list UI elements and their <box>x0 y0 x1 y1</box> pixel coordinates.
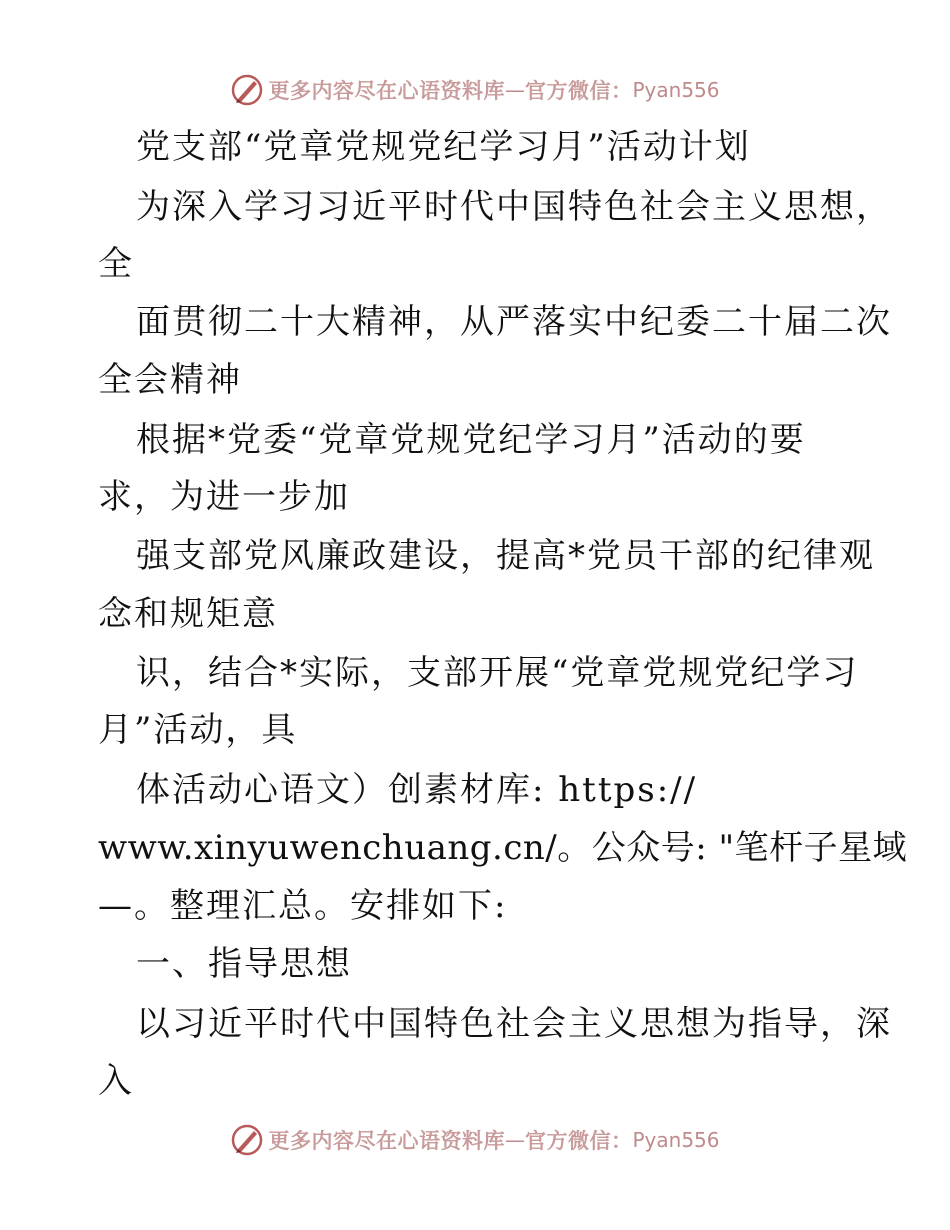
body-line: 根据*党委“党章党规党纪学习月”活动的要 <box>136 420 806 460</box>
header-watermark-banner <box>0 70 950 110</box>
body-line: 为深入学习习近平时代中国特色社会主义思想， <box>136 187 892 227</box>
body-line: 念和规矩意 <box>98 594 278 634</box>
document-title: 党支部“党章党规党纪学习月”活动计划 <box>136 127 751 167</box>
section-heading: 一、指导思想 <box>136 944 352 984</box>
body-line: 强支部党风廉政建设，提高*党员干部的纪律观 <box>136 536 875 576</box>
body-line: 入 <box>98 1061 134 1101</box>
banner-dash: — <box>504 1128 525 1152</box>
body-line: 月”活动，具 <box>98 710 298 750</box>
body-line: —。整理汇总。安排如下: <box>98 886 508 926</box>
body-line: 面贯彻二十大精神，从严落实中纪委二十届二次 <box>136 302 892 342</box>
body-line: 以习近平时代中国特色社会主义思想为指导，深 <box>136 1004 892 1044</box>
banner-wechat-label: 官方微信： <box>524 78 633 103</box>
banner-dash: — <box>504 78 525 102</box>
pen-logo-icon <box>230 1123 264 1157</box>
banner-main-text: 更多内容尽在心语资料库 <box>268 1128 505 1153</box>
body-line: www.xinyuwenchuang.cn/。公众号: "笔杆子星域 <box>98 828 908 868</box>
banner-main-text: 更多内容尽在心语资料库 <box>268 78 505 103</box>
banner-wechat-id: Pyan556 <box>632 78 720 102</box>
pen-logo-icon <box>230 73 264 107</box>
body-line: 求，为进一步加 <box>98 477 350 517</box>
body-line: 体活动心语文）创素材库: https:// <box>136 770 698 810</box>
footer-watermark-banner <box>0 1120 950 1160</box>
body-line: 识，结合*实际，支部开展“党章党规党纪学习 <box>136 653 859 693</box>
body-line: 全会精神 <box>98 360 242 400</box>
banner-wechat-label: 官方微信： <box>524 1128 633 1153</box>
banner-wechat-id: Pyan556 <box>632 1128 720 1152</box>
body-line: 全 <box>98 244 134 284</box>
